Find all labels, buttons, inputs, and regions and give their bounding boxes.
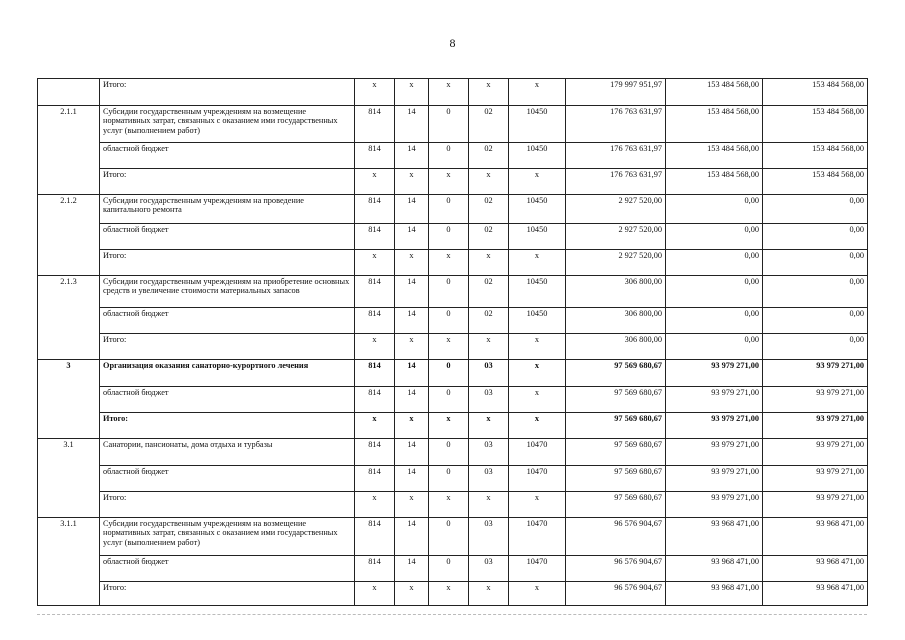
table-row xyxy=(38,224,868,250)
cell-code-3: х xyxy=(429,492,469,518)
cell-code-4: х xyxy=(469,334,509,360)
cell-code-5: х xyxy=(509,582,566,606)
cell-code-4: 03 xyxy=(469,439,509,466)
cell-code-3: 0 xyxy=(429,387,469,413)
row-number xyxy=(38,492,100,518)
cell-code-3: х xyxy=(429,250,469,276)
cell-amount-1: 176 763 631,97 xyxy=(566,169,666,195)
cell-amount-3: 0,00 xyxy=(763,195,868,224)
cell-code-3: 0 xyxy=(429,195,469,224)
cell-amount-2: 0,00 xyxy=(666,308,763,334)
cell-code-1: х xyxy=(355,582,395,606)
cell-code-2: х xyxy=(395,79,429,106)
row-name: областной бюджет xyxy=(100,308,355,334)
cell-code-2: х xyxy=(395,413,429,439)
cell-amount-1: 2 927 520,00 xyxy=(566,224,666,250)
cell-amount-2: 0,00 xyxy=(666,250,763,276)
table-row xyxy=(38,79,868,106)
cell-code-3: х xyxy=(429,413,469,439)
cell-amount-2: 93 979 271,00 xyxy=(666,439,763,466)
cell-code-4: х xyxy=(469,413,509,439)
cell-code-4: 02 xyxy=(469,106,509,143)
cell-amount-1: 97 569 680,67 xyxy=(566,360,666,387)
cell-code-4: 03 xyxy=(469,518,509,556)
row-number xyxy=(38,556,100,582)
cell-code-3: 0 xyxy=(429,466,469,492)
scan-edge-divider xyxy=(37,614,867,616)
row-number xyxy=(38,250,100,276)
cell-code-2: 14 xyxy=(395,387,429,413)
cell-code-5: х xyxy=(509,360,566,387)
cell-code-1: х xyxy=(355,413,395,439)
page-number: 8 xyxy=(449,36,456,50)
cell-amount-3: 153 484 568,00 xyxy=(763,106,868,143)
table-row xyxy=(38,360,868,387)
row-number: 3 xyxy=(38,360,100,387)
cell-amount-2: 93 979 271,00 xyxy=(666,466,763,492)
cell-code-1: х xyxy=(355,334,395,360)
cell-amount-2: 153 484 568,00 xyxy=(666,106,763,143)
cell-code-2: х xyxy=(395,582,429,606)
row-name: областной бюджет xyxy=(100,224,355,250)
row-number xyxy=(38,224,100,250)
cell-code-3: 0 xyxy=(429,106,469,143)
cell-code-5: 10450 xyxy=(509,106,566,143)
row-number xyxy=(38,308,100,334)
cell-amount-2: 0,00 xyxy=(666,224,763,250)
row-number xyxy=(38,79,100,106)
cell-code-5: 10470 xyxy=(509,556,566,582)
cell-code-1: 814 xyxy=(355,143,395,169)
cell-code-1: 814 xyxy=(355,224,395,250)
cell-code-2: 14 xyxy=(395,556,429,582)
cell-code-2: х xyxy=(395,169,429,195)
row-name: Субсидии государственным учреждениям на проведение капитального ремонта xyxy=(100,195,355,224)
cell-code-5: 10450 xyxy=(509,276,566,308)
cell-amount-3: 153 484 568,00 xyxy=(763,169,868,195)
row-name: Субсидии государственным учреждениям на возмещение нормативных затрат, связанных с оказанием ими государственных услуг (выполнением работ) xyxy=(100,518,355,556)
cell-amount-1: 97 569 680,67 xyxy=(566,439,666,466)
cell-code-3: 0 xyxy=(429,360,469,387)
row-name: Итого: xyxy=(100,169,355,195)
cell-amount-2: 0,00 xyxy=(666,334,763,360)
budget-table xyxy=(37,78,868,606)
cell-amount-1: 306 800,00 xyxy=(566,308,666,334)
cell-code-4: 02 xyxy=(469,308,509,334)
cell-amount-1: 96 576 904,67 xyxy=(566,582,666,606)
row-number: 2.1.3 xyxy=(38,276,100,308)
cell-amount-1: 97 569 680,67 xyxy=(566,466,666,492)
cell-amount-2: 93 968 471,00 xyxy=(666,518,763,556)
cell-code-1: 814 xyxy=(355,276,395,308)
cell-code-4: 02 xyxy=(469,143,509,169)
cell-code-5: 10470 xyxy=(509,439,566,466)
cell-amount-2: 93 979 271,00 xyxy=(666,387,763,413)
cell-code-5: х xyxy=(509,79,566,106)
cell-amount-1: 176 763 631,97 xyxy=(566,143,666,169)
row-number: 2.1.2 xyxy=(38,195,100,224)
table-row xyxy=(38,439,868,466)
table-row xyxy=(38,276,868,308)
row-number xyxy=(38,466,100,492)
cell-amount-3: 0,00 xyxy=(763,276,868,308)
cell-code-4: 02 xyxy=(469,276,509,308)
cell-amount-1: 96 576 904,67 xyxy=(566,518,666,556)
row-name: областной бюджет xyxy=(100,466,355,492)
cell-amount-3: 93 979 271,00 xyxy=(763,413,868,439)
cell-amount-1: 97 569 680,67 xyxy=(566,387,666,413)
cell-amount-3: 153 484 568,00 xyxy=(763,79,868,106)
cell-code-5: х xyxy=(509,492,566,518)
row-name: областной бюджет xyxy=(100,143,355,169)
row-number xyxy=(38,413,100,439)
cell-amount-3: 93 979 271,00 xyxy=(763,387,868,413)
cell-code-4: 02 xyxy=(469,224,509,250)
cell-code-1: х xyxy=(355,492,395,518)
cell-code-3: 0 xyxy=(429,276,469,308)
cell-code-2: 14 xyxy=(395,466,429,492)
row-number xyxy=(38,582,100,606)
table-row xyxy=(38,334,868,360)
table-row xyxy=(38,106,868,143)
cell-code-2: 14 xyxy=(395,360,429,387)
cell-code-3: х xyxy=(429,334,469,360)
cell-code-3: х xyxy=(429,582,469,606)
row-name: Итого: xyxy=(100,492,355,518)
cell-amount-3: 0,00 xyxy=(763,308,868,334)
cell-code-5: 10450 xyxy=(509,195,566,224)
cell-amount-2: 153 484 568,00 xyxy=(666,169,763,195)
cell-amount-2: 93 979 271,00 xyxy=(666,360,763,387)
cell-amount-1: 306 800,00 xyxy=(566,334,666,360)
row-number: 3.1.1 xyxy=(38,518,100,556)
row-number xyxy=(38,169,100,195)
cell-code-2: х xyxy=(395,492,429,518)
cell-code-3: 0 xyxy=(429,308,469,334)
row-name: Итого: xyxy=(100,250,355,276)
cell-code-1: 814 xyxy=(355,556,395,582)
cell-code-1: 814 xyxy=(355,308,395,334)
cell-amount-1: 179 997 951,97 xyxy=(566,79,666,106)
cell-code-3: х xyxy=(429,79,469,106)
cell-amount-3: 0,00 xyxy=(763,334,868,360)
row-number xyxy=(38,387,100,413)
cell-amount-1: 306 800,00 xyxy=(566,276,666,308)
cell-amount-3: 93 979 271,00 xyxy=(763,492,868,518)
cell-amount-1: 97 569 680,67 xyxy=(566,492,666,518)
table-row xyxy=(38,308,868,334)
table-row xyxy=(38,492,868,518)
row-name: Организация оказания санаторно-курортного лечения xyxy=(100,360,355,387)
cell-amount-2: 153 484 568,00 xyxy=(666,79,763,106)
cell-code-1: х xyxy=(355,79,395,106)
cell-code-5: х xyxy=(509,387,566,413)
row-number xyxy=(38,334,100,360)
cell-amount-3: 93 968 471,00 xyxy=(763,518,868,556)
table-row xyxy=(38,143,868,169)
table-row xyxy=(38,169,868,195)
row-name: областной бюджет xyxy=(100,387,355,413)
row-number: 2.1.1 xyxy=(38,106,100,143)
cell-code-4: х xyxy=(469,79,509,106)
cell-code-2: 14 xyxy=(395,276,429,308)
table-row xyxy=(38,556,868,582)
cell-code-4: х xyxy=(469,582,509,606)
row-number xyxy=(38,143,100,169)
row-number: 3.1 xyxy=(38,439,100,466)
cell-amount-2: 153 484 568,00 xyxy=(666,143,763,169)
cell-amount-1: 176 763 631,97 xyxy=(566,106,666,143)
cell-code-1: 814 xyxy=(355,518,395,556)
cell-code-3: 0 xyxy=(429,518,469,556)
cell-code-2: 14 xyxy=(395,518,429,556)
cell-amount-1: 2 927 520,00 xyxy=(566,195,666,224)
cell-code-5: 10470 xyxy=(509,466,566,492)
cell-code-4: 03 xyxy=(469,556,509,582)
cell-amount-2: 0,00 xyxy=(666,276,763,308)
cell-code-3: 0 xyxy=(429,143,469,169)
cell-code-5: х xyxy=(509,413,566,439)
table-row xyxy=(38,466,868,492)
table-row xyxy=(38,582,868,606)
cell-code-1: 814 xyxy=(355,439,395,466)
cell-code-3: 0 xyxy=(429,224,469,250)
cell-code-4: 02 xyxy=(469,195,509,224)
cell-code-5: х xyxy=(509,250,566,276)
row-name: Субсидии государственным учреждениям на возмещение нормативных затрат, связанных с оказанием ими государственных услуг (выполнением работ) xyxy=(100,106,355,143)
cell-amount-3: 93 968 471,00 xyxy=(763,582,868,606)
table-row xyxy=(38,413,868,439)
budget-table-body xyxy=(38,79,868,606)
cell-code-1: 814 xyxy=(355,106,395,143)
cell-code-1: 814 xyxy=(355,466,395,492)
cell-code-4: х xyxy=(469,250,509,276)
row-name: Итого: xyxy=(100,582,355,606)
cell-code-1: х xyxy=(355,250,395,276)
row-name: Итого: xyxy=(100,79,355,106)
cell-amount-3: 93 979 271,00 xyxy=(763,360,868,387)
cell-amount-3: 153 484 568,00 xyxy=(763,143,868,169)
cell-code-2: 14 xyxy=(395,439,429,466)
cell-code-5: 10450 xyxy=(509,224,566,250)
cell-code-1: 814 xyxy=(355,195,395,224)
cell-code-4: х xyxy=(469,492,509,518)
cell-amount-2: 93 968 471,00 xyxy=(666,556,763,582)
cell-code-2: х xyxy=(395,250,429,276)
cell-code-4: 03 xyxy=(469,466,509,492)
cell-code-4: 03 xyxy=(469,360,509,387)
row-name: Санатории, пансионаты, дома отдыха и турбазы xyxy=(100,439,355,466)
cell-code-4: х xyxy=(469,169,509,195)
cell-amount-2: 93 979 271,00 xyxy=(666,492,763,518)
cell-code-5: х xyxy=(509,334,566,360)
table-row xyxy=(38,518,868,556)
cell-amount-2: 93 979 271,00 xyxy=(666,413,763,439)
cell-code-2: 14 xyxy=(395,224,429,250)
cell-code-2: х xyxy=(395,334,429,360)
table-row xyxy=(38,195,868,224)
table-row xyxy=(38,250,868,276)
cell-code-4: 03 xyxy=(469,387,509,413)
cell-code-2: 14 xyxy=(395,195,429,224)
row-name: Субсидии государственным учреждениям на приобретение основных средств и увеличение стоимости материальных запасов xyxy=(100,276,355,308)
cell-code-1: 814 xyxy=(355,360,395,387)
cell-amount-1: 97 569 680,67 xyxy=(566,413,666,439)
cell-code-3: 0 xyxy=(429,556,469,582)
cell-code-3: х xyxy=(429,169,469,195)
cell-code-2: 14 xyxy=(395,308,429,334)
cell-code-5: 10470 xyxy=(509,518,566,556)
cell-amount-3: 93 968 471,00 xyxy=(763,556,868,582)
cell-amount-3: 93 979 271,00 xyxy=(763,466,868,492)
cell-amount-3: 0,00 xyxy=(763,250,868,276)
row-name: Итого: xyxy=(100,334,355,360)
cell-code-2: 14 xyxy=(395,143,429,169)
row-name: областной бюджет xyxy=(100,556,355,582)
cell-amount-2: 0,00 xyxy=(666,195,763,224)
cell-code-3: 0 xyxy=(429,439,469,466)
table-row xyxy=(38,387,868,413)
cell-amount-3: 93 979 271,00 xyxy=(763,439,868,466)
cell-amount-3: 0,00 xyxy=(763,224,868,250)
cell-code-2: 14 xyxy=(395,106,429,143)
cell-amount-2: 93 968 471,00 xyxy=(666,582,763,606)
cell-amount-1: 96 576 904,67 xyxy=(566,556,666,582)
cell-code-5: 10450 xyxy=(509,143,566,169)
cell-code-1: 814 xyxy=(355,387,395,413)
cell-code-5: х xyxy=(509,169,566,195)
cell-code-5: 10450 xyxy=(509,308,566,334)
row-name: Итого: xyxy=(100,413,355,439)
cell-amount-1: 2 927 520,00 xyxy=(566,250,666,276)
cell-code-1: х xyxy=(355,169,395,195)
